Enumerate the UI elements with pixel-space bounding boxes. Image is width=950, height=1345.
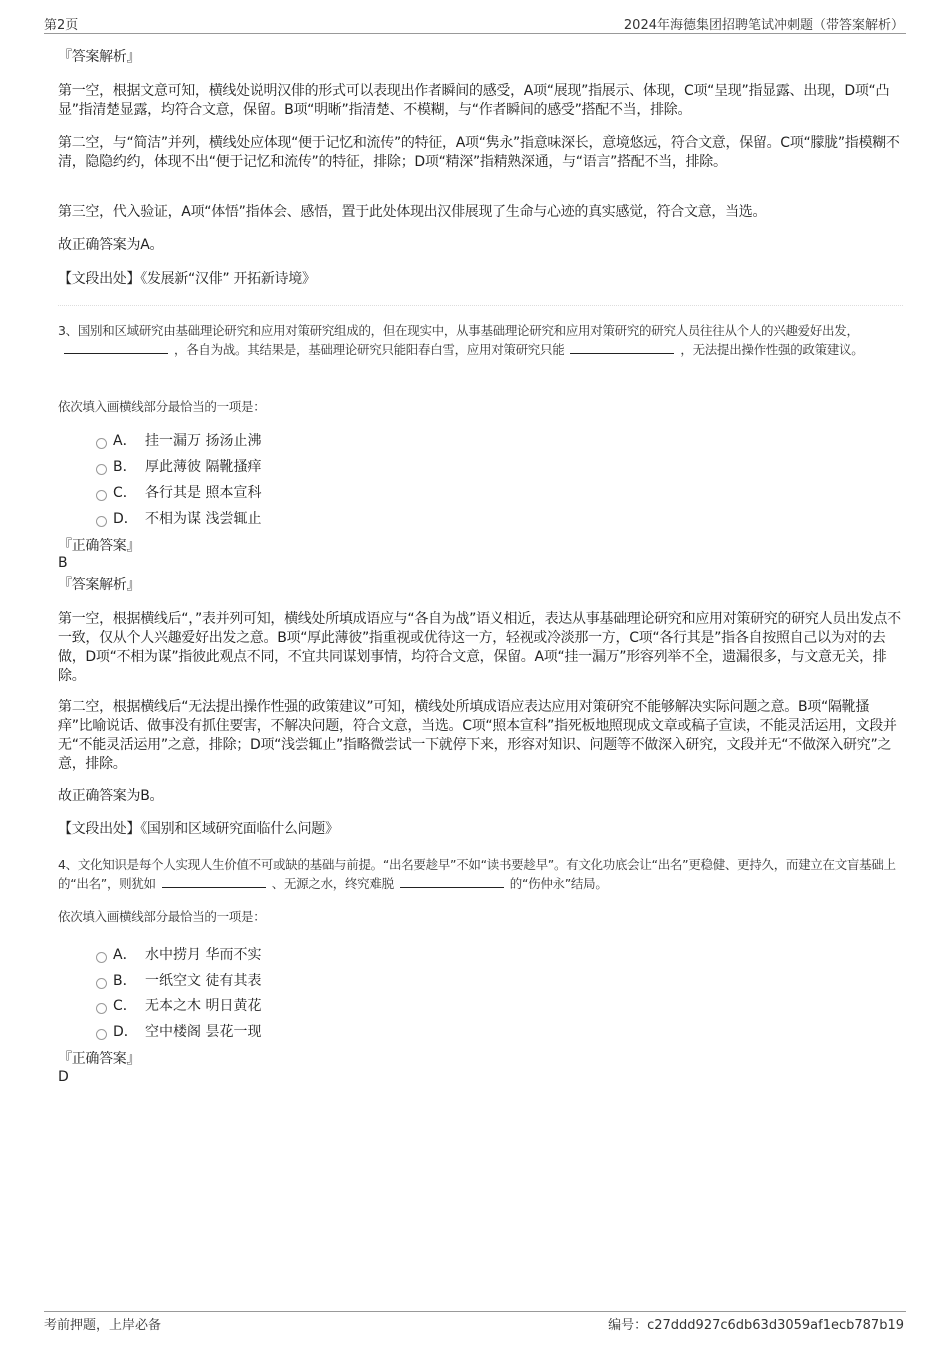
answer-conclusion: 故正确答案为A。 [58,237,164,253]
divider [58,305,903,307]
radio-icon[interactable] [96,516,107,527]
option-letter: D． [113,1024,138,1040]
option-text: 各行其是 照本宣科 [145,485,262,501]
radio-icon[interactable] [96,952,107,963]
option-d[interactable] [96,1021,261,1041]
radio-icon[interactable] [96,978,107,989]
answer-blank [64,341,168,354]
document-id: 编号：c27ddd927c6db63d3059af1ecb787b19 [608,1318,904,1333]
answer-blank [400,875,504,888]
option-letter: B． [113,459,137,475]
option-b[interactable] [96,970,261,990]
option-a[interactable] [96,430,261,450]
option-text: 厚此薄彼 隔靴搔痒 [145,459,262,475]
answer-conclusion: 故正确答案为B。 [58,788,164,804]
radio-icon[interactable] [96,464,107,475]
option-letter: C． [113,485,137,501]
radio-icon[interactable] [96,490,107,501]
stem-text: 4、文化知识是每个人实现人生价值不可或缺的基础与前提。“出名要趁早”不如“读书要趁早”。有文化功底会让“出名”更稳健、更持久，而建立在文盲基础上的“出名”，则犹如 [58,857,896,891]
stem-text: ，各自为战。其结果是，基础理论研究只能阳春白雪，应用对策研究只能 [174,342,565,357]
option-b[interactable] [96,456,261,476]
question-prompt: 依次填入画横线部分最恰当的一项是： [58,399,266,414]
option-text: 挂一漏万 扬汤止沸 [145,433,262,449]
answer-blank [570,341,674,354]
option-d[interactable] [96,508,261,528]
footer-rule [44,1311,906,1312]
answer-blank [162,875,266,888]
radio-icon[interactable] [96,1029,107,1040]
page-number: 第2页 [44,18,79,33]
footer-slogan: 考前押题，上岸必备 [44,1318,162,1333]
option-letter: C． [113,998,137,1014]
stem-text: ，无法提出操作性强的政策建议。 [680,342,864,357]
option-letter: A． [113,947,137,963]
source-citation: 【文段出处】《发展新“汉俳” 开拓新诗境》 [58,271,316,287]
source-citation: 【文段出处】《国别和区域研究面临什么问题》 [58,821,339,837]
stem-text: 的“伤仲永”结局。 [509,876,608,891]
radio-icon[interactable] [96,1003,107,1014]
option-letter: B． [113,973,137,989]
question-prompt: 依次填入画横线部分最恰当的一项是： [58,909,266,924]
option-text: 空中楼阁 昙花一现 [145,1024,262,1040]
stem-text: 3、国别和区域研究由基础理论研究和应用对策研究组成的，但在现实中，从事基础理论研究和应用对策研究的研究人员往往从个人的兴趣爱好出发， [58,323,859,338]
option-a[interactable] [96,944,261,964]
option-letter: A． [113,433,137,449]
option-c[interactable] [96,482,261,502]
option-letter: D． [113,511,138,527]
analysis-paragraph: 第二空，与“简洁”并列，横线处应体现“便于记忆和流传”的特征，A项“隽永”指意味深长，意境悠远，符合文意，保留。C项“朦胧”指模糊不清，隐隐约约，体现不出“便于记忆和流传”的特征，排除；D项“精深”指精熟深通，与“语言”搭配不当，排除。 [58,135,900,170]
document-title: 2024年海德集团招聘笔试冲刺题（带答案解析） [623,18,904,33]
correct-answer-label: 『正确答案』 [58,1051,141,1067]
question-4-stem [58,855,903,893]
correct-answer-label: 『正确答案』 [58,538,141,554]
analysis-paragraph: 第一空，根据横线后“，”表并列可知，横线处所填成语应与“各自为战”语义相近，表达从事基础理论研究和应用对策研究的研究人员出发点不一致，仅从个人兴趣爱好出发之意。B项“厚此薄彼”指重视或优待这一方，轻视或冷淡那一方，C项“各行其是”指各自按照自己以为对的去做，D项“不相为谋”指彼此观点不同，不宜共同谋划事情，均符合文意，保留。A项“挂一漏万”形容列举不全，遗漏很多，与文意无关，排除。 [58,611,901,684]
analysis-paragraph: 第一空，根据文意可知，横线处说明汉俳的形式可以表现出作者瞬间的感受，A项“展现”指展示、体现，C项“呈现”指显露、出现，D项“凸显”指清楚显露，均符合文意，保留。B项“明晰”指清楚、不模糊，与“作者瞬间的感受”搭配不当，排除。 [58,83,890,118]
stem-text: 、无源之水，终究难脱 [271,876,394,891]
radio-icon[interactable] [96,438,107,449]
analysis-label: 『答案解析』 [58,577,141,593]
option-text: 水中捞月 华而不实 [145,947,262,963]
question-3-stem [58,321,903,359]
option-text: 不相为谋 浅尝辄止 [145,511,262,527]
analysis-paragraph: 第三空，代入验证，A项“体悟”指体会、感悟，置于此处体现出汉俳展现了生命与心迹的真实感觉，符合文意，当选。 [58,204,767,220]
option-text: 一纸空文 徒有其表 [145,973,262,989]
analysis-label: 『答案解析』 [58,49,141,65]
analysis-paragraph: 第二空，根据横线后“无法提出操作性强的政策建议”可知，横线处所填成语应表达应用对策研究不能够解决实际问题之意。B项“隔靴搔痒”比喻说话、做事没有抓住要害，不解决问题，符合文意，当选。C项“照本宣科”指死板地照现成文章或稿子宣读，不能灵活运用，文段并无“不能灵活运用”之意，排除；D项“浅尝辄止”指略微尝试一下就停下来，形容对知识、问题等不做深入研究，文段并无“不做深入研究”之意，排除。 [58,699,897,772]
option-c[interactable] [96,995,261,1015]
correct-answer: D [58,1069,69,1085]
header-rule [44,33,906,34]
option-text: 无本之木 明日黄花 [145,998,262,1014]
correct-answer: B [58,555,68,571]
